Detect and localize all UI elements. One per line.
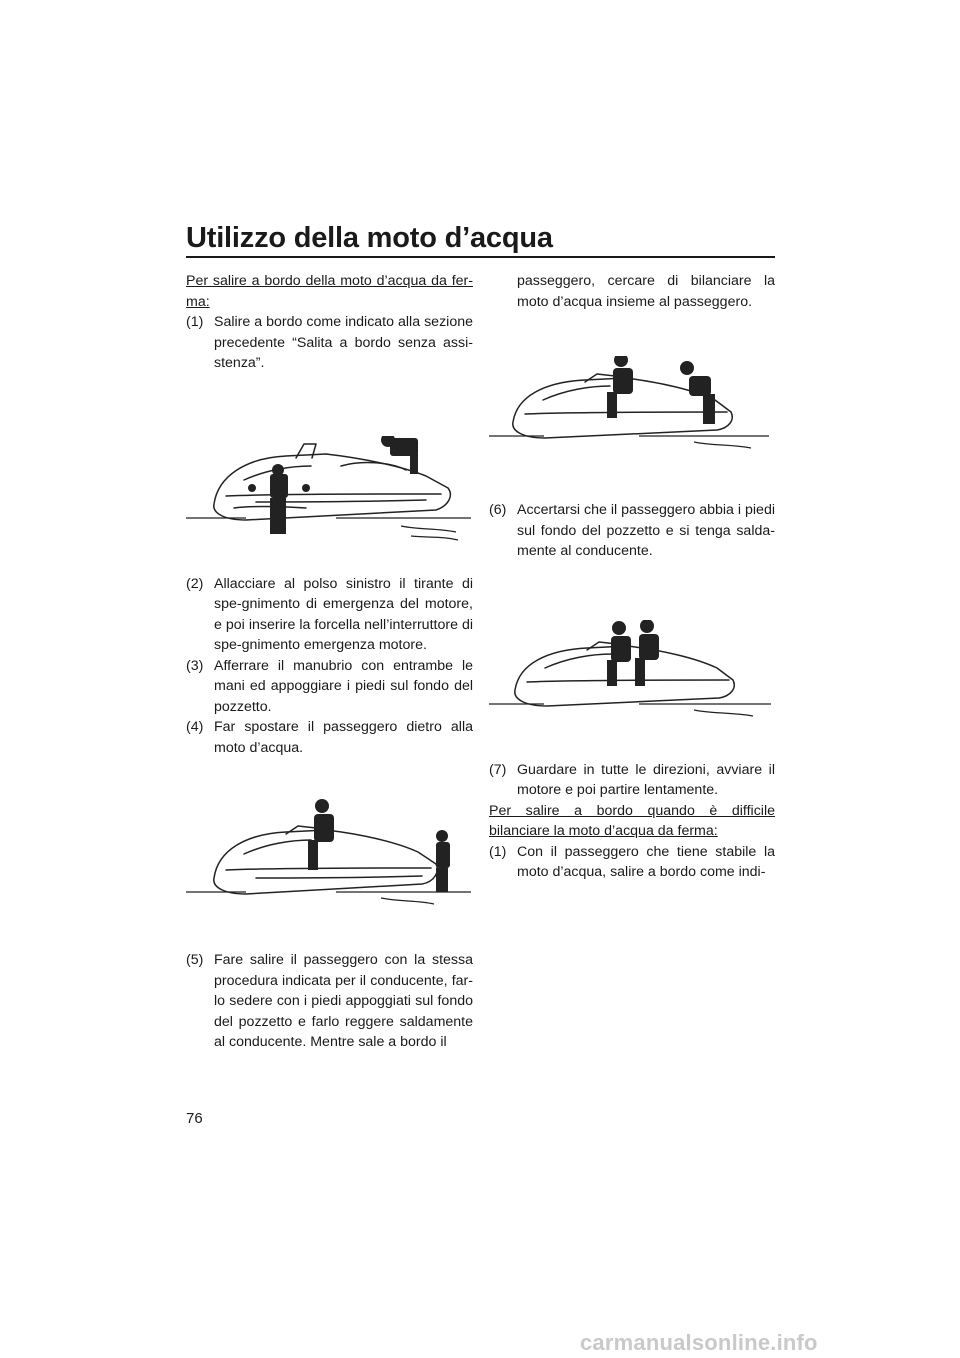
page-number: 76 [186,1110,203,1127]
page-title: Utilizzo della moto d’acqua [186,222,553,254]
step-number: (4) [186,719,204,735]
step-number: (5) [186,952,204,968]
step-text: Salire a bordo come indicato alla sezione precedente “Salita a bordo senza assi-stenza”. [214,314,473,371]
step-3 [186,656,473,718]
step-text: Far spostare il passeggero dietro alla moto d’acqua. [214,719,473,756]
step-5-continued: passeggero, cercare di bilanciare la moto d’acqua insieme al passeggero. [517,273,775,310]
step-number: (3) [186,657,204,674]
step-1b [489,842,775,883]
step-2 [186,574,473,656]
step-text: Accertarsi che il passeggero abbia i piedi sul fondo del pozzetto e si tenga salda-mente al conducente. [517,502,775,559]
right-column [489,271,775,883]
step-6 [489,500,775,562]
step-5 [186,950,473,1053]
step-number: (7) [489,761,507,778]
illustration-both-seated [489,620,775,720]
illustration-passenger-boarding [489,356,775,456]
step-text: Afferrare il manubrio con entrambe le mani ed appoggiare i piedi sul fondo del pozzetto. [214,657,473,715]
header-rule [186,256,775,258]
illustration-boarding-from-water [186,436,473,546]
step-number: (2) [186,575,204,592]
watermark-logo: carmanualsonline.info [580,1330,818,1355]
step-text: Con il passeggero che tiene stabile la moto d’acqua, salire a bordo come indi- [517,843,775,880]
step-7 [489,760,775,801]
illustration-passenger-behind [186,798,473,918]
step-text: Fare salire il passeggero con la stessa procedura indicata per il conducente, far-lo sedere con i piedi appoggiati sul fondo del pozzetto e farlo reggere saldamente al conducente. Mentre sale a bordo il [214,952,473,1050]
step-4 [186,717,473,758]
step-1 [186,312,473,374]
left-column [186,271,473,1053]
step-text: Allacciare al polso sinistro il tirante di spe-gnimento di emergenza del motore, e poi inserire la forcella nell’interruttore di spe-gnimento emergenza motore. [214,575,473,653]
section-heading-difficult: Per salire a bordo quando è difficile bilanciare la moto d’acqua da ferma: [489,802,775,839]
step-text: Guardare in tutte le direzioni, avviare il motore e poi partire lentamente. [517,761,775,798]
step-number: (6) [489,502,507,518]
step-number: (1) [489,843,507,860]
step-number: (1) [186,314,204,330]
section-heading-stationary: Per salire a bordo della moto d’acqua da fer-ma: [186,273,473,310]
